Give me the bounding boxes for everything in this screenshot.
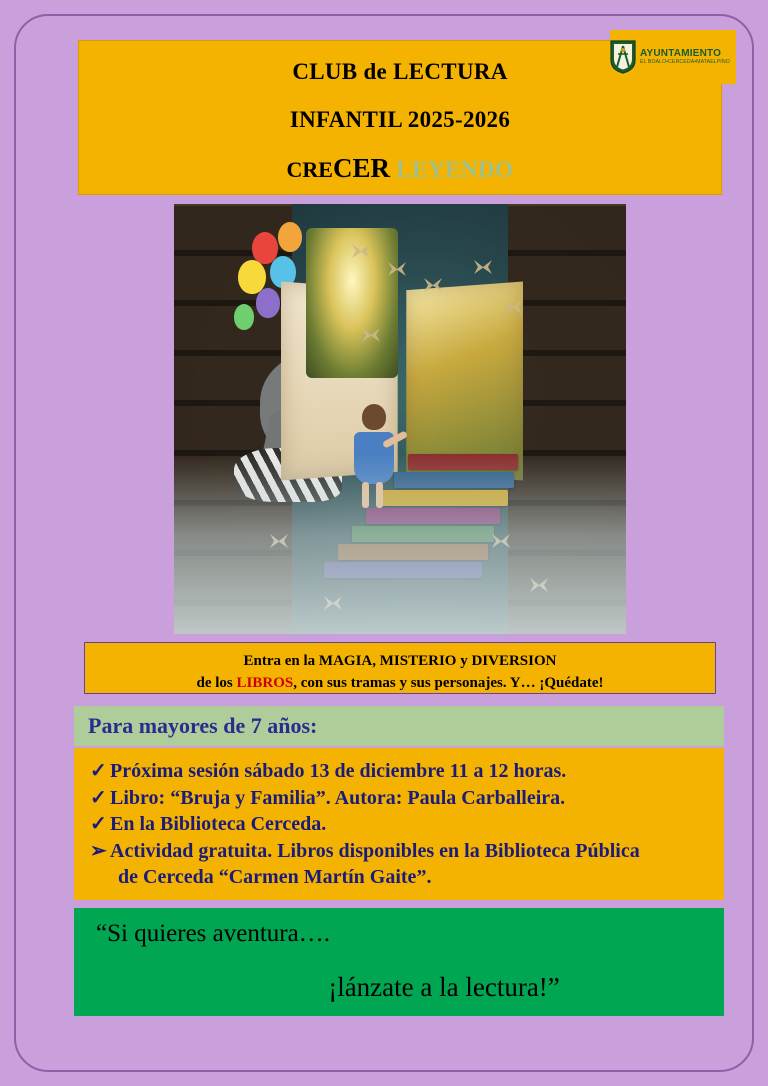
header-title-line1: CLUB de LECTURA [292, 59, 508, 84]
balloon-icon [256, 288, 280, 318]
detail-item [90, 758, 708, 785]
subtitle-prefix: de los [196, 674, 237, 691]
subtitle-highlight: LIBROS [236, 674, 294, 691]
poster-frame [14, 14, 754, 1072]
arrow-bullet-icon: ➢ [90, 839, 107, 862]
crest-title: AYUNTAMIENTO [640, 48, 722, 60]
details-box [74, 748, 724, 900]
check-icon: ✓ [90, 813, 107, 836]
subtitle-line-2 [85, 673, 715, 695]
slogan-crecer-suffix: CER [332, 153, 390, 183]
closing-line-2: ¡lánzate a la lectura!” [328, 972, 560, 1002]
book-page-right [406, 281, 523, 480]
ayuntamiento-crest [610, 30, 736, 84]
closing-line-1: “Si quieres aventura…. [96, 920, 330, 947]
mist-overlay [174, 454, 626, 634]
slogan-leyendo: LEYENDO [389, 157, 514, 182]
poster-illustration [174, 204, 626, 634]
forest-glow [306, 228, 398, 378]
age-band [74, 706, 724, 746]
detail-item-text: En la Biblioteca Cerceda. [110, 813, 327, 836]
crest-text [640, 49, 730, 65]
balloon-icon [278, 222, 302, 252]
shield-icon [610, 40, 636, 74]
closing-box [74, 908, 724, 1016]
check-icon: ✓ [90, 786, 107, 809]
detail-item [90, 838, 708, 865]
age-band-text: Para mayores de 7 años: [88, 713, 318, 738]
header-title-line2: INFANTIL 2025-2026 [289, 107, 511, 132]
detail-item-continuation: de Cerceda “Carmen Martín Gaite”. [118, 866, 432, 889]
detail-item-text: Libro: “Bruja y Familia”. Autora: Paula Carballeira. [110, 786, 566, 809]
detail-item-text: Actividad gratuita. Libros disponibles en la Biblioteca Pública [110, 839, 640, 862]
crest-subtitle: EL BOALO•CERCEDA•MATAELPINO [640, 58, 730, 65]
detail-item-text: Próxima sesión sábado 13 de diciembre 11 a 12 horas. [110, 760, 567, 782]
header-slogan [79, 153, 721, 184]
check-icon: ✓ [90, 760, 107, 782]
subtitle-line-1: Entra en la MAGIA, MISTERIO y DIVERSION [243, 653, 557, 669]
detail-item [90, 785, 708, 812]
girl-head [362, 404, 386, 430]
subtitle-box [84, 642, 716, 694]
subtitle-suffix: , con sus tramas y sus personajes. Y… ¡Quédate! [293, 674, 604, 691]
balloon-icon [234, 304, 254, 330]
detail-item [90, 811, 708, 838]
slogan-crecer-prefix: CRE [286, 157, 333, 182]
